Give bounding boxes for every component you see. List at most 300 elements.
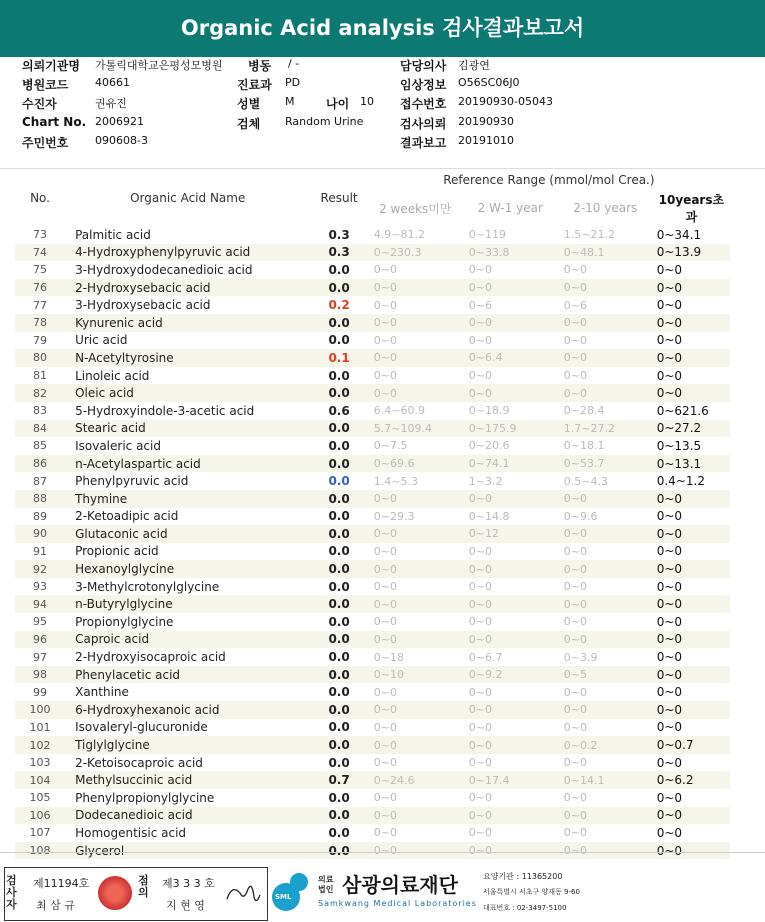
row-ref-3: 0~0	[558, 314, 653, 332]
row-ref-3: 0~0	[563, 791, 587, 805]
row-ref-3: 0~0	[558, 384, 653, 402]
row-no: 73	[33, 228, 48, 242]
row-ref-3: 0~5	[558, 666, 653, 684]
row-no: 76	[15, 279, 65, 297]
row-ref-4: 0~0	[656, 333, 683, 348]
row-result: 0.0	[328, 474, 350, 489]
row-ref-1: 0~0	[373, 298, 397, 312]
row-no: 86	[15, 455, 65, 473]
row-ref-2: 0~0	[463, 631, 558, 649]
row-ref-4: 0~34.1	[656, 227, 702, 242]
sex-label: 성별	[237, 97, 261, 111]
sml-logo-dot-icon	[290, 873, 308, 891]
row-result: 0.0	[310, 420, 367, 438]
confirm-name: 지 현 영	[166, 899, 205, 912]
row-name: 3-Hydroxysebacic acid	[75, 298, 211, 313]
row-no: 84	[15, 420, 65, 438]
row-no: 101	[29, 720, 51, 734]
row-ref-2: 0~0	[463, 314, 558, 332]
confirm-no: 제3 3 3 호	[162, 877, 215, 890]
row-no: 81	[33, 369, 48, 383]
row-no: 88	[15, 490, 65, 508]
row-result: 0.0	[310, 631, 367, 649]
row-ref-1: 0~0	[373, 369, 397, 383]
receipt-value: 20190930-05043	[458, 95, 553, 108]
row-name: 2-Hydroxysebacic acid	[65, 279, 310, 297]
row-name: Homogentisic acid	[75, 825, 187, 840]
row-ref-1: 0~0	[373, 791, 397, 805]
row-ref-1: 1.4~5.3	[373, 474, 418, 488]
row-no: 74	[15, 244, 65, 262]
row-ref-4: 0~0	[653, 490, 730, 508]
row-no: 93	[33, 580, 48, 594]
row-ref-4: 0~0	[656, 368, 683, 383]
row-ref-4: 0~27.2	[653, 420, 730, 438]
row-ref-2: 0~6.7	[468, 650, 503, 664]
row-ref-2: 0~6	[468, 298, 492, 312]
row-result: 0.6	[328, 403, 350, 418]
report-title: Organic Acid analysis 검사결과보고서	[0, 0, 765, 57]
row-ref-4: 0~0	[656, 579, 683, 594]
specimen-label: 검체	[237, 117, 261, 131]
row-ref-1: 0~0	[368, 560, 463, 578]
row-ref-4: 0~13.1	[653, 455, 730, 473]
row-ref-2: 0~18.9	[468, 404, 510, 418]
row-ref-2: 0~0	[463, 490, 558, 508]
row-ref-2: 0~0	[468, 720, 492, 734]
row-no: 103	[29, 756, 51, 770]
row-ref-3: 0~0	[563, 720, 587, 734]
row-result: 0.0	[328, 544, 350, 559]
row-ref-3: 0~0	[563, 544, 587, 558]
row-name: Linoleic acid	[75, 368, 150, 383]
row-ref-4: 0~0	[656, 509, 683, 524]
table-row	[15, 683, 730, 701]
row-no: 77	[33, 298, 48, 312]
row-ref-2: 0~0	[468, 544, 492, 558]
table-row	[15, 807, 730, 825]
clinical-value: O56SC06J0	[458, 76, 520, 89]
row-ref-1: 0~0	[373, 720, 397, 734]
row-ref-1: 0~0	[373, 685, 397, 699]
row-ref-3: 0~0	[563, 685, 587, 699]
row-ref-4: 0.4~1.2	[656, 474, 705, 489]
org-english: Samkwang Medical Laboratories	[318, 899, 477, 908]
table-row	[15, 613, 730, 631]
ref-col-3: 2-10 years	[573, 201, 638, 215]
row-ref-3: 0~18.1	[563, 439, 605, 453]
table-row	[15, 578, 730, 596]
row-ref-3: 0~0	[563, 263, 587, 277]
row-ref-2: 0~0	[463, 807, 558, 825]
row-ref-3: 0~0	[558, 701, 653, 719]
row-ref-1: 0~18	[373, 650, 404, 664]
row-ref-3: 0~48.1	[558, 244, 653, 262]
row-ref-4: 0~13.9	[653, 244, 730, 262]
row-no: 91	[33, 544, 48, 558]
table-row	[15, 314, 730, 332]
hospital-label: 의뢰기관명	[22, 59, 80, 73]
row-name: Isovaleric acid	[75, 438, 161, 453]
request-label: 검사의뢰	[400, 117, 447, 131]
row-result: 0.0	[310, 384, 367, 402]
row-name: n-Butyrylglycine	[65, 595, 310, 613]
table-row	[15, 472, 730, 490]
row-ref-3: 0~28.4	[563, 404, 605, 418]
row-ref-3: 0~0	[563, 333, 587, 347]
ref-col-4: 10years초과	[658, 193, 725, 224]
row-ref-2: 0~9.2	[463, 666, 558, 684]
divider	[0, 168, 765, 169]
row-ref-2: 0~14.8	[468, 509, 510, 523]
row-ref-3: 0~9.6	[563, 509, 598, 523]
patient-value: 권유진	[95, 97, 127, 110]
row-ref-2: 1~3.2	[468, 474, 503, 488]
row-name: 4-Hydroxyphenylpyruvic acid	[65, 244, 310, 262]
row-ref-1: 0~0	[368, 595, 463, 613]
row-name: Phenylpropionylglycine	[75, 790, 215, 805]
table-row	[15, 384, 730, 402]
row-name: Thymine	[65, 490, 310, 508]
ref-col-2: 2 W-1 year	[477, 201, 543, 215]
row-ref-4: 0~0	[653, 525, 730, 543]
row-ref-2: 0~0	[463, 736, 558, 754]
row-name: Phenylpyruvic acid	[75, 474, 189, 489]
row-ref-3: 1.5~21.2	[563, 228, 615, 242]
row-ref-2: 0~0	[463, 384, 558, 402]
row-ref-3: 0~14.1	[558, 771, 653, 789]
row-result: 0.0	[328, 650, 350, 665]
chart-value: 2006921	[95, 115, 144, 128]
row-ref-1: 0~0	[373, 756, 397, 770]
row-ref-4: 0~0	[653, 279, 730, 297]
row-ref-1: 0~0	[373, 544, 397, 558]
confirm-label: 점의	[138, 874, 149, 899]
row-ref-1: 0~29.3	[373, 509, 415, 523]
id-label: 주민번호	[22, 136, 69, 150]
row-name: Palmitic acid	[75, 227, 151, 242]
row-ref-4: 0~0.7	[653, 736, 730, 754]
row-ref-3: 0.5~4.3	[563, 474, 608, 488]
row-no: 85	[33, 439, 48, 453]
age-label: 나이	[326, 97, 350, 111]
row-result: 0.0	[328, 790, 350, 805]
row-ref-1: 0~0	[373, 580, 397, 594]
row-ref-3: 0~0	[563, 826, 587, 840]
row-ref-1: 0~0	[368, 349, 463, 367]
row-ref-1: 0~0	[373, 263, 397, 277]
row-ref-3: 0~53.7	[558, 455, 653, 473]
row-name: Methylsuccinic acid	[65, 771, 310, 789]
row-ref-1: 0~0	[368, 279, 463, 297]
row-ref-4: 0~0	[656, 755, 683, 770]
row-name: 6-Hydroxyhexanoic acid	[65, 701, 310, 719]
row-ref-1: 0~0	[368, 807, 463, 825]
row-ref-4: 0~0	[653, 314, 730, 332]
col-no: No.	[30, 191, 50, 205]
org-prefix-top: 의료	[318, 875, 334, 884]
row-result: 0.1	[310, 349, 367, 367]
row-no: 108	[15, 842, 65, 860]
row-name: Isovaleryl-glucuronide	[75, 720, 208, 735]
row-ref-1: 0~0	[368, 736, 463, 754]
examiner-no: 제11194호	[33, 877, 90, 890]
receipt-label: 접수번호	[400, 97, 447, 111]
row-result: 0.0	[328, 333, 350, 348]
table-row	[15, 437, 730, 455]
row-ref-4: 0~0	[656, 650, 683, 665]
row-ref-1: 0~0	[373, 826, 397, 840]
row-ref-4: 0~0	[656, 614, 683, 629]
examiner-name: 최 삼 규	[36, 899, 75, 912]
row-ref-4: 0~621.6	[656, 403, 709, 418]
table-row	[15, 719, 730, 737]
row-ref-2: 0~17.4	[463, 771, 558, 789]
table-row	[15, 261, 730, 279]
table-row	[15, 789, 730, 807]
table-row	[15, 631, 730, 649]
row-name: Stearic acid	[65, 420, 310, 438]
table-row	[15, 296, 730, 314]
row-name: 3-Methylcrotonylglycine	[75, 579, 220, 594]
row-name: Phenylacetic acid	[65, 666, 310, 684]
table-row	[15, 490, 730, 508]
row-no: 79	[33, 333, 48, 347]
row-name: 2-Ketoadipic acid	[75, 509, 179, 524]
signature	[222, 879, 262, 909]
row-no: 92	[15, 560, 65, 578]
row-ref-3: 1.7~27.2	[558, 420, 653, 438]
table-row	[15, 701, 730, 719]
row-ref-1: 0~7.5	[373, 439, 408, 453]
row-ref-4: 0~0	[653, 701, 730, 719]
row-ref-1: 0~0	[368, 525, 463, 543]
row-ref-4: 0~0	[653, 631, 730, 649]
results-table	[15, 170, 730, 859]
clinical-label: 임상정보	[400, 78, 447, 92]
request-value: 20190930	[458, 115, 514, 128]
row-no: 90	[15, 525, 65, 543]
row-name: Kynurenic acid	[65, 314, 310, 332]
row-ref-3: 0~6	[563, 298, 587, 312]
row-ref-4: 0~0	[653, 349, 730, 367]
row-ref-4: 0~0	[656, 720, 683, 735]
doctor-label: 담당의사	[400, 59, 447, 73]
row-no: 105	[29, 791, 51, 805]
col-result: Result	[320, 191, 358, 205]
row-ref-1: 5.7~109.4	[368, 420, 463, 438]
row-no: 75	[33, 263, 48, 277]
org-name: 삼광의료재단	[342, 873, 458, 897]
row-result: 0.0	[328, 262, 350, 277]
row-ref-1: 0~0	[368, 701, 463, 719]
table-row	[15, 279, 730, 297]
row-result: 0.3	[310, 244, 367, 262]
row-ref-2: 0~119	[468, 228, 506, 242]
row-no: 102	[15, 736, 65, 754]
row-ref-1: 6.4~60.9	[373, 404, 425, 418]
table-row	[15, 771, 730, 789]
row-ref-4: 0~0	[656, 685, 683, 700]
row-name: Caproic acid	[65, 631, 310, 649]
row-ref-3: 0~0.2	[558, 736, 653, 754]
row-ref-2: 0~12	[463, 525, 558, 543]
row-ref-1: 0~0	[368, 314, 463, 332]
row-result: 0.0	[310, 595, 367, 613]
report-value: 20191010	[458, 134, 514, 147]
specimen-value: Random Urine	[285, 115, 364, 128]
row-ref-1: 0~0	[368, 631, 463, 649]
row-ref-3: 0~0	[563, 615, 587, 629]
row-result: 0.0	[310, 701, 367, 719]
row-no: 107	[29, 826, 51, 840]
table-row	[15, 420, 730, 438]
table-row	[15, 595, 730, 613]
ref-header: Reference Range (mmol/mol Crea.)	[443, 173, 655, 187]
row-name: 3-Hydroxydodecanedioic acid	[75, 262, 253, 277]
code-label: 병원코드	[22, 78, 69, 92]
row-ref-2: 0~0	[468, 756, 492, 770]
row-ref-4: 0~0	[653, 666, 730, 684]
table-row	[15, 367, 730, 385]
row-ref-3: 0~0	[558, 842, 653, 860]
row-ref-1: 0~0	[373, 615, 397, 629]
row-ref-2: 0~0	[463, 842, 558, 860]
address: 서울특별시 서초구 양재동 9-60	[483, 888, 580, 896]
row-name: 5-Hydroxyindole-3-acetic acid	[75, 403, 255, 418]
doctor-value: 김광연	[458, 59, 490, 72]
row-no: 100	[15, 701, 65, 719]
table-row	[15, 226, 730, 244]
row-ref-3: 0~0	[563, 756, 587, 770]
row-ref-3: 0~0	[558, 807, 653, 825]
row-name: Oleic acid	[65, 384, 310, 402]
row-result: 0.0	[328, 368, 350, 383]
row-no: 98	[15, 666, 65, 684]
row-name: Propionylglycine	[75, 614, 174, 629]
row-ref-4: 0~0	[656, 298, 683, 313]
row-result: 0.0	[328, 509, 350, 524]
ref-col-1: 2 weeks미만	[379, 201, 452, 216]
row-ref-4: 0~0	[653, 560, 730, 578]
row-no: 80	[15, 349, 65, 367]
sml-logo-text: SML	[275, 893, 292, 901]
row-result: 0.0	[310, 525, 367, 543]
ward-value: / -	[288, 57, 300, 70]
row-result: 0.0	[328, 755, 350, 770]
footer	[0, 852, 765, 922]
row-no: 83	[33, 404, 48, 418]
row-ref-4: 0~0	[656, 262, 683, 277]
row-ref-2: 0~0	[468, 826, 492, 840]
table-row	[15, 244, 730, 262]
row-ref-4: 0~13.5	[656, 438, 702, 453]
row-no: 97	[33, 650, 48, 664]
row-name: Uric acid	[75, 333, 128, 348]
row-ref-2: 0~0	[468, 263, 492, 277]
row-ref-2: 0~0	[468, 580, 492, 594]
row-ref-4: 0~0	[653, 595, 730, 613]
row-name: Glycerol	[65, 842, 310, 860]
examiner-label: 검사자	[6, 874, 17, 911]
row-result: 0.0	[328, 579, 350, 594]
row-result: 0.0	[310, 560, 367, 578]
row-ref-4: 0~0	[653, 807, 730, 825]
row-no: 96	[15, 631, 65, 649]
row-no: 78	[15, 314, 65, 332]
row-ref-2: 0~175.9	[463, 420, 558, 438]
row-ref-1: 0~0	[368, 384, 463, 402]
row-ref-2: 0~0	[468, 369, 492, 383]
ward-label: 병동	[248, 59, 272, 73]
row-result: 0.3	[328, 227, 350, 242]
dept-value: PD	[285, 76, 301, 89]
hospital-value: 가톨릭대학교은평성모병원	[95, 59, 223, 72]
row-ref-4: 0~0	[656, 790, 683, 805]
patient-info	[0, 57, 765, 169]
row-ref-3: 0~0	[558, 560, 653, 578]
row-ref-4: 0~0	[653, 384, 730, 402]
row-result: 0.0	[328, 720, 350, 735]
row-ref-3: 0~0	[558, 490, 653, 508]
row-no: 99	[33, 685, 48, 699]
row-ref-1: 0~0	[368, 842, 463, 860]
table-row	[15, 648, 730, 666]
row-name: Xanthine	[75, 685, 129, 700]
row-no: 82	[15, 384, 65, 402]
row-name: 2-Hydroxyisocaproic acid	[75, 650, 226, 665]
row-result: 0.0	[310, 736, 367, 754]
row-name: N-Acetyltyrosine	[65, 349, 310, 367]
table-row	[15, 508, 730, 526]
row-ref-1: 0~230.3	[368, 244, 463, 262]
row-ref-3: 0~0	[558, 525, 653, 543]
row-ref-2: 0~0	[468, 615, 492, 629]
row-no: 89	[33, 509, 48, 523]
row-ref-1: 4.9~81.2	[373, 228, 425, 242]
table-row	[15, 736, 730, 754]
row-ref-2: 0~6.4	[463, 349, 558, 367]
sex-value: M	[285, 95, 295, 108]
row-ref-2: 0~0	[468, 685, 492, 699]
row-name: Hexanoylglycine	[65, 560, 310, 578]
dept-label: 진료과	[237, 78, 272, 92]
code-value: 40661	[95, 76, 130, 89]
row-ref-1: 0~69.6	[368, 455, 463, 473]
row-ref-2: 0~0	[468, 791, 492, 805]
row-ref-1: 0~0	[373, 333, 397, 347]
row-result: 0.0	[310, 490, 367, 508]
row-result: 0.2	[328, 298, 350, 313]
agency-code: 요양기관 : 11365200	[483, 872, 563, 881]
row-ref-2: 0~0	[463, 595, 558, 613]
row-ref-2: 0~0	[463, 701, 558, 719]
row-name: n-Acetylaspartic acid	[65, 455, 310, 473]
row-ref-2: 0~74.1	[463, 455, 558, 473]
id-value: 090608-3	[95, 134, 148, 147]
row-name: Glutaconic acid	[65, 525, 310, 543]
row-result: 0.0	[310, 279, 367, 297]
row-ref-3: 0~0	[558, 631, 653, 649]
row-name: 2-Ketoisocaproic acid	[75, 755, 203, 770]
row-name: Dodecanedioic acid	[65, 807, 310, 825]
row-result: 0.7	[310, 771, 367, 789]
table-row	[15, 754, 730, 772]
row-ref-3: 0~3.9	[563, 650, 598, 664]
row-name: Tiglylglycine	[65, 736, 310, 754]
row-result: 0.0	[310, 666, 367, 684]
row-result: 0.0	[328, 438, 350, 453]
